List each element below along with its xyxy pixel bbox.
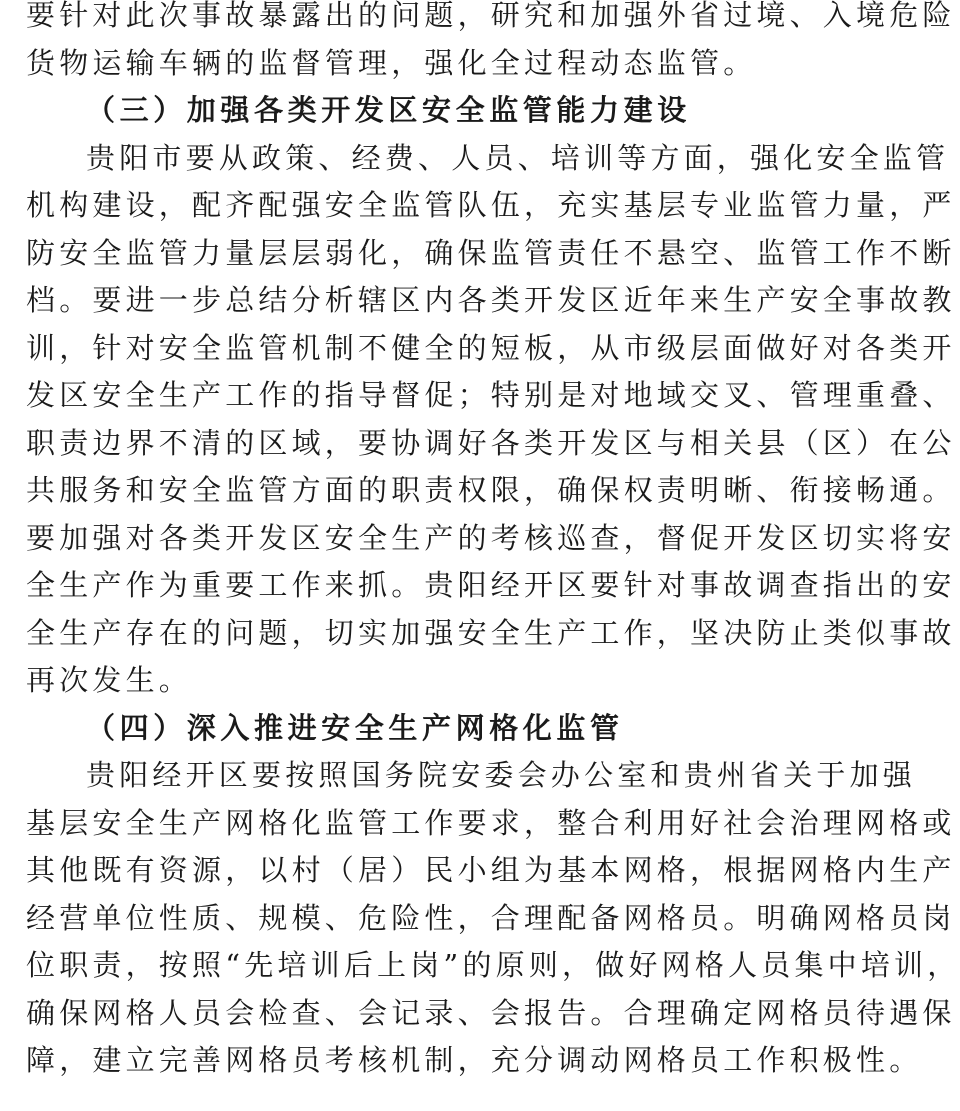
text-line: 贵阳市要从政策、经费、人员、培训等方面，强化安全监管 <box>86 140 950 175</box>
text-line: 货物运输车辆的监督管理，强化全过程动态监管。 <box>26 45 757 80</box>
text-line: 档。要进一步总结分析辖区内各类开发区近年来生产安全事故教 <box>26 283 956 317</box>
text-line: 全生产作为重要工作来抓。贵阳经开区要针对事故调查指出的安 <box>26 568 956 602</box>
section-heading-4 <box>26 705 830 753</box>
section-heading-3 <box>26 87 830 135</box>
text-line: 障，建立完善网格员考核机制，充分调动网格员工作积极性。 <box>26 1043 923 1077</box>
text-line: 机构建设，配齐配强安全监管队伍，充实基层专业监管力量，严 <box>26 188 956 222</box>
paragraph-grid-supervision <box>26 752 960 1085</box>
section-heading-text: （四）深入推进安全生产网格化监管 <box>86 710 624 745</box>
text-line: 位职责，按照“先培训后上岗”的原则，做好网格人员集中培训， <box>26 948 960 982</box>
text-line: 共服务和安全监管方面的职责权限，确保权责明晰、衔接畅通。 <box>26 473 956 507</box>
text-line: 再次发生。 <box>26 663 193 697</box>
text-line: 要针对此次事故暴露出的问题，研究和加强外省过境、入境危险 <box>26 0 956 32</box>
text-line: 职责边界不清的区域，要协调好各类开发区与相关县（区）在公 <box>26 425 956 460</box>
text-line: 其他既有资源，以村（居）民小组为基本网格，根据网格内生产 <box>26 853 956 887</box>
section-heading-text: （三）加强各类开发区安全监管能力建设 <box>86 93 691 127</box>
text-line: 全生产存在的问题，切实加强安全生产工作，坚决防止类似事故 <box>26 615 956 650</box>
text-line: 经营单位性质、规模、危险性，合理配备网格员。明确网格员岗 <box>26 900 956 935</box>
text-line: 确保网格人员会检查、会记录、会报告。合理确定网格员待遇保 <box>26 995 956 1030</box>
text-line: 防安全监管力量层层弱化，确保监管责任不悬空、监管工作不断 <box>26 235 956 270</box>
text-line: 要加强对各类开发区安全生产的考核巡查，督促开发区切实将安 <box>26 520 956 555</box>
paragraph-continuation <box>26 0 956 87</box>
paragraph-dev-zone-supervision <box>26 135 956 705</box>
text-line: 发区安全生产工作的指导督促；特别是对地域交叉、管理重叠、 <box>26 378 956 412</box>
text-line: 基层安全生产网格化监管工作要求，整合利用好社会治理网格或 <box>26 805 956 840</box>
text-line: 训，针对安全监管机制不健全的短板，从市级层面做好对各类开 <box>26 330 956 365</box>
text-line: 贵阳经开区要按照国务院安委会办公室和贵州省关于加强 <box>86 758 917 792</box>
